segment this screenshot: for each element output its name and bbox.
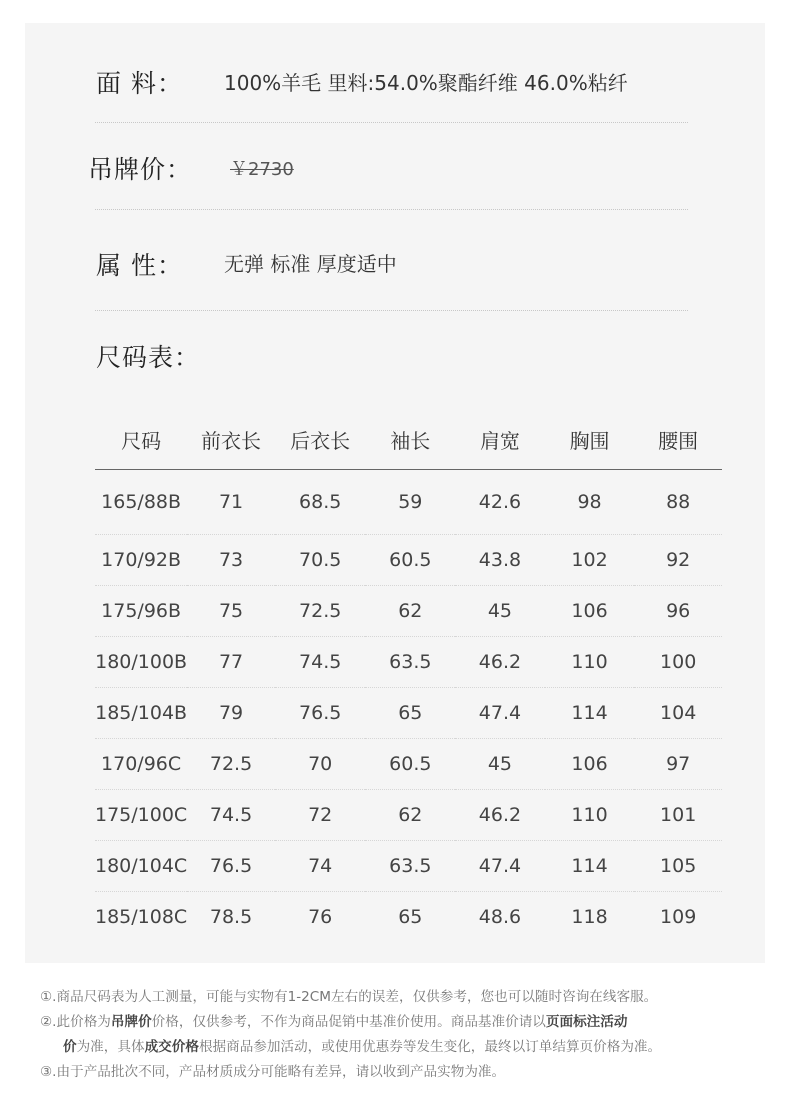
measurement-cell: 74	[275, 841, 366, 892]
measurement-cell: 74.5	[187, 790, 275, 841]
divider	[95, 209, 688, 210]
column-header: 尺码	[95, 410, 187, 470]
note-3: ③.由于产品批次不同，产品材质成分可能略有差异，请以收到产品实物为准。	[40, 1064, 506, 1080]
measurement-cell: 118	[571, 906, 608, 928]
measurement-cell: 98	[545, 470, 635, 535]
measurement-cell: 76.5	[187, 841, 275, 892]
column-header: 腰围	[634, 410, 722, 470]
fabric-label: 面 料：	[96, 69, 183, 98]
column-header: 肩宽	[455, 410, 545, 470]
note-2-line-1: ②.此价格为吊牌价价格，仅供参考，不作为商品促销中基准价使用。商品基准价请以页面标注活动	[40, 1014, 628, 1030]
table-row	[95, 688, 722, 739]
table-row	[95, 586, 722, 637]
divider	[95, 310, 688, 311]
fabric-value: 100%羊毛 里料:54.0%聚酯纤维 46.0%粘纤	[224, 71, 628, 95]
measurement-cell: 77	[187, 637, 275, 688]
measurement-cell: 42.6	[455, 470, 545, 535]
column-header: 前衣长	[187, 410, 275, 470]
measurement-cell: 73	[187, 535, 275, 586]
measurement-cell: 60.5	[365, 739, 455, 790]
measurement-cell: 48.6	[478, 906, 522, 928]
measurement-cell: 46.2	[455, 790, 545, 841]
size-cell: 185/108C	[95, 906, 188, 928]
table-row	[95, 637, 722, 688]
measurement-cell: 114	[545, 841, 635, 892]
measurement-cell: 97	[634, 739, 722, 790]
price-label: 吊牌价：	[88, 155, 193, 184]
table-row	[95, 739, 722, 790]
measurement-cell: 110	[545, 637, 635, 688]
measurement-cell: 74.5	[275, 637, 366, 688]
measurement-cell: 75	[187, 586, 275, 637]
measurement-cell: 101	[634, 790, 722, 841]
size-chart-header-row	[95, 410, 722, 470]
measurement-cell: 79	[187, 688, 275, 739]
measurement-cell: 70	[275, 739, 366, 790]
measurement-cell: 100	[634, 637, 722, 688]
table-row	[95, 892, 722, 943]
measurement-cell: 62	[365, 586, 455, 637]
note-1: ①.商品尺码表为人工测量，可能与实物有1-2CM左右的误差，仅供参考，您也可以随时咨询在线客服。	[40, 989, 658, 1005]
measurement-cell: 109	[660, 906, 697, 928]
measurement-cell: 47.4	[455, 688, 545, 739]
table-row	[95, 535, 722, 586]
measurement-cell: 105	[634, 841, 722, 892]
measurement-cell: 63.5	[365, 841, 455, 892]
measurement-cell: 72.5	[187, 739, 275, 790]
measurement-cell: 106	[545, 739, 635, 790]
measurement-cell: 104	[634, 688, 722, 739]
table-row	[95, 841, 722, 892]
size-cell: 165/88B	[95, 470, 187, 535]
size-cell: 180/104C	[95, 841, 187, 892]
divider	[95, 122, 688, 123]
measurement-cell: 71	[187, 470, 275, 535]
measurement-cell: 47.4	[455, 841, 545, 892]
notes	[40, 985, 770, 1085]
size-cell: 185/104B	[95, 688, 187, 739]
measurement-cell: 63.5	[365, 637, 455, 688]
size-cell: 170/92B	[95, 535, 187, 586]
measurement-cell: 60.5	[365, 535, 455, 586]
attribute-label: 属 性：	[96, 251, 183, 280]
measurement-cell: 59	[365, 470, 455, 535]
table-row	[95, 470, 722, 535]
measurement-cell: 102	[545, 535, 635, 586]
size-cell: 170/96C	[95, 739, 187, 790]
size-chart-table	[95, 410, 722, 942]
measurement-cell: 92	[634, 535, 722, 586]
measurement-cell: 43.8	[455, 535, 545, 586]
measurement-cell: 65	[398, 906, 423, 928]
column-header: 胸围	[545, 410, 635, 470]
measurement-cell: 114	[545, 688, 635, 739]
attribute-value: 无弹 标准 厚度适中	[224, 252, 397, 276]
size-cell: 180/100B	[95, 637, 187, 688]
size-cell: 175/100C	[95, 790, 187, 841]
measurement-cell: 76	[308, 906, 333, 928]
size-cell: 175/96B	[95, 586, 187, 637]
size-chart-title: 尺码表：	[96, 343, 201, 372]
note-2-line-2: 价为准，具体成交价格根据商品参加活动，或使用优惠券等发生变化，最终以订单结算页价格为准。	[63, 1039, 662, 1055]
measurement-cell: 72	[275, 790, 366, 841]
measurement-cell: 96	[634, 586, 722, 637]
measurement-cell: 72.5	[275, 586, 366, 637]
table-row	[95, 790, 722, 841]
measurement-cell: 110	[545, 790, 635, 841]
measurement-cell: 88	[634, 470, 722, 535]
column-header: 后衣长	[275, 410, 366, 470]
measurement-cell: 65	[365, 688, 455, 739]
measurement-cell: 45	[455, 586, 545, 637]
measurement-cell: 62	[365, 790, 455, 841]
column-header: 袖长	[365, 410, 455, 470]
measurement-cell: 46.2	[455, 637, 545, 688]
measurement-cell: 106	[545, 586, 635, 637]
measurement-cell: 76.5	[275, 688, 366, 739]
measurement-cell: 68.5	[275, 470, 366, 535]
measurement-cell: 45	[455, 739, 545, 790]
tag-price-value: ￥2730	[230, 159, 294, 180]
measurement-cell: 78.5	[209, 906, 253, 928]
measurement-cell: 70.5	[275, 535, 366, 586]
